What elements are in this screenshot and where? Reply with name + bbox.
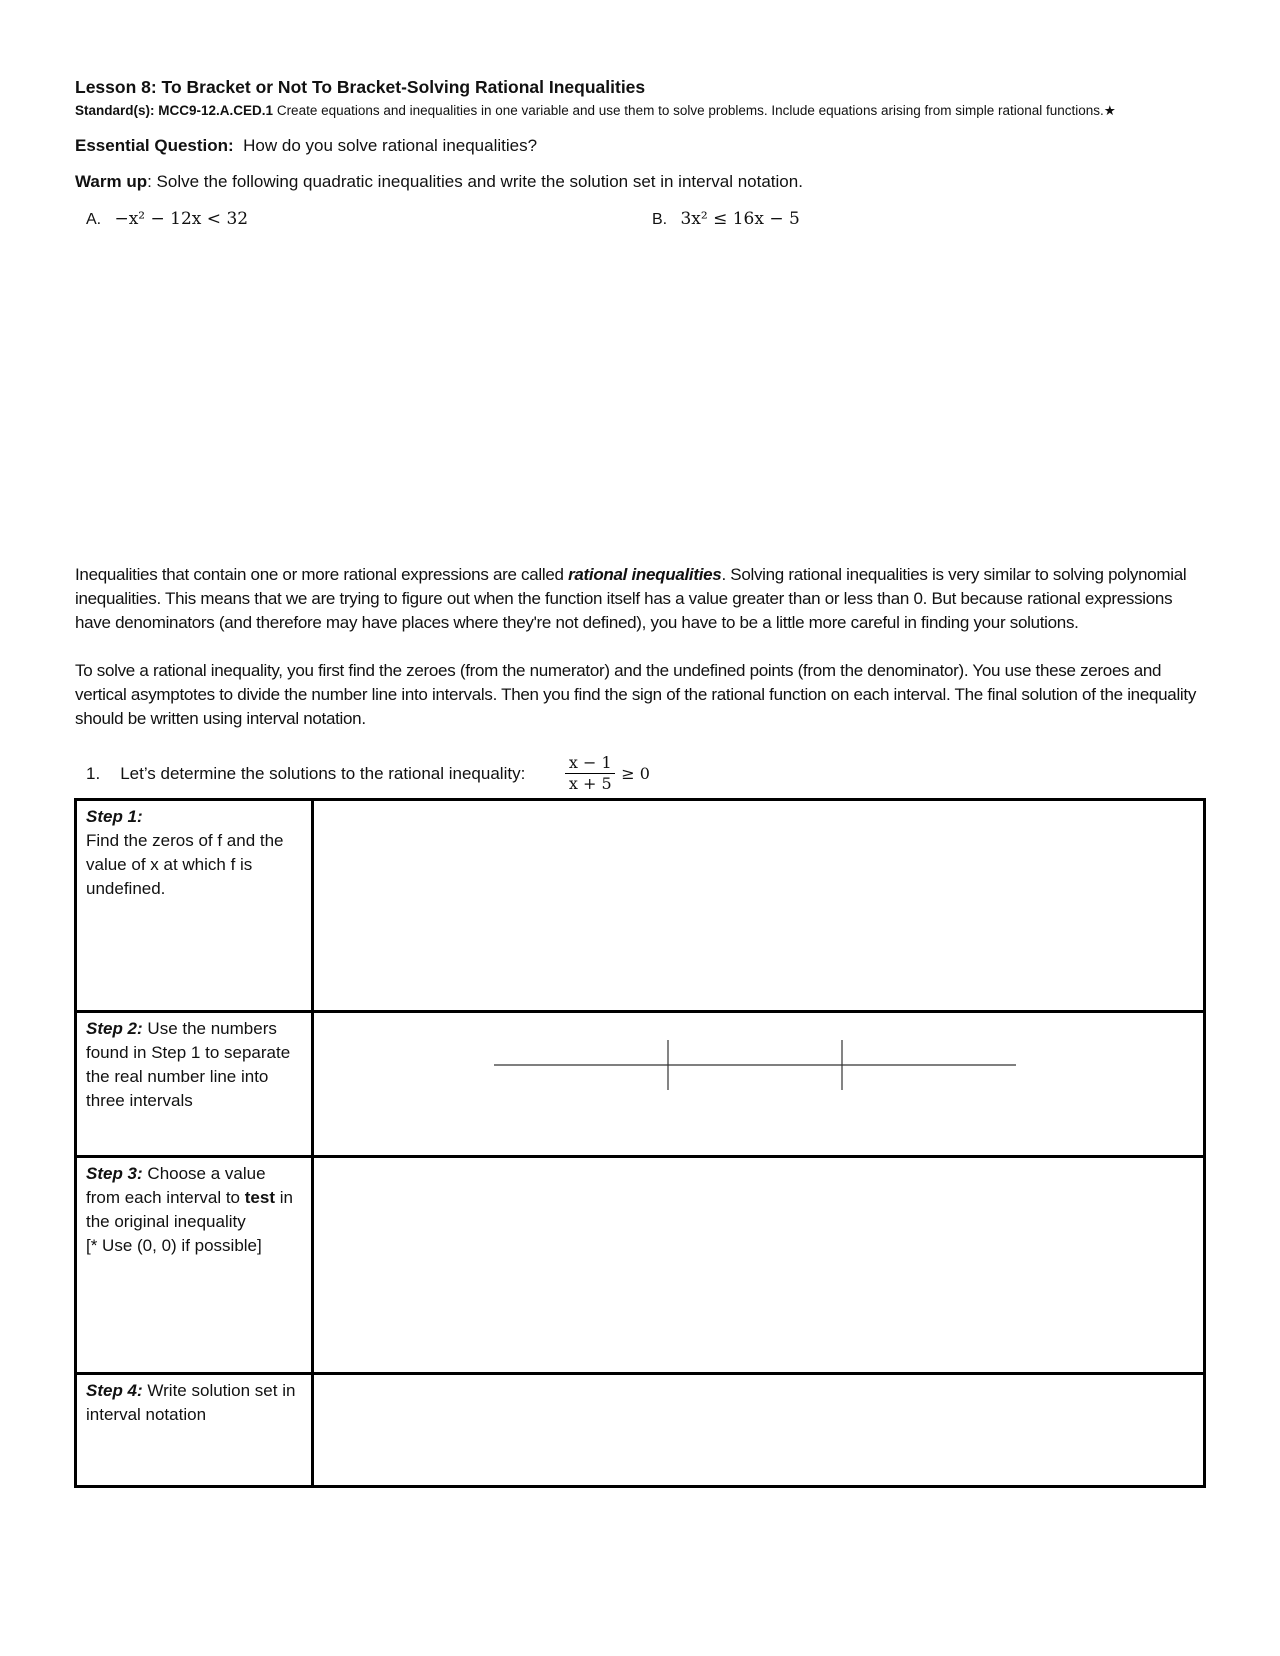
fraction [565,753,615,794]
step-label: Step 2: [86,1019,143,1038]
a-label: A. [86,211,102,228]
step-2-cell [76,1012,313,1157]
warmup-text: : Solve the following quadratic inequalities and write the solution set in interval notation. [147,172,803,191]
step-3-answer[interactable] [313,1157,1205,1374]
rhs: ≥ 0 [621,764,650,783]
standard-label: Standard(s): [75,103,155,118]
step-row [76,1374,1205,1487]
step-2-answer[interactable] [313,1012,1205,1157]
p1-term: rational inequalities [568,565,722,584]
step-text: Find the zeros of f and the value of x at which f is undefined. [86,831,284,898]
b-label: B. [652,211,668,228]
standard [75,100,1210,121]
eq-text: How do you solve rational inequalities? [243,136,538,155]
step-row [76,1012,1205,1157]
step-1-answer[interactable] [313,800,1205,1012]
numerator: x − 1 [568,753,612,772]
denominator: x + 5 [568,774,612,793]
a-expr: −x² − 12x < 32 [114,209,249,229]
step-note: [* Use (0, 0) if possible] [86,1236,262,1255]
lesson-title: Lesson 8: To Bracket or Not To Bracket-Solving Rational Inequalities [75,77,646,97]
standard-text: Create equations and inequalities in one variable and use them to solve problems. Include equations arising from simple rational functions.★ [273,103,1116,118]
steps-table [74,798,1206,1488]
step-text2: in the original inequality [86,1188,293,1231]
eq-label: Essential Question: [75,136,234,155]
step-text: Use the numbers found in Step 1 to separate the real number line into three intervals [86,1019,291,1110]
step-row [76,1157,1205,1374]
problem-1 [75,753,1210,794]
essential-question [75,135,1210,157]
number-line [494,1035,1094,1095]
b-expr: 3x² ≤ 16x − 5 [680,209,800,229]
step-3-cell [76,1157,313,1374]
step-row [76,800,1205,1012]
problem-num: 1. [86,763,101,783]
warm-up [75,171,1210,193]
step-text: Write solution set in interval notation [86,1381,296,1424]
problem-text: Let’s determine the solutions to the rational inequality: [120,763,526,783]
rational-inequality [565,753,650,794]
warmup-problems [75,207,1210,233]
p1-pre: Inequalities that contain one or more rational expressions are called [75,565,569,584]
method-paragraph: To solve a rational inequality, you first find the zeroes (from the numerator) and the undefined points (from the denominator). You use these zeroes and vertical asymptotes to divide the number line into intervals. Then you find the sign of the rational function on each interval. The final solution of the inequality should be written using interval notation. [75,661,1197,728]
step-label: Step 4: [86,1381,143,1400]
step-4-cell [76,1374,313,1487]
problem-a [86,207,248,232]
step-4-answer[interactable] [313,1374,1205,1487]
step-bold: test [244,1188,275,1207]
step-label: Step 1: [86,807,143,826]
p1-post: . Solving rational inequalities is very similar to solving polynomial inequalities. This means that we are trying to figure out when the function itself has a value greater than or less than 0. But because rational expressions have denominators (and therefore may have places where they're not defined), you have to be a little more careful in finding your solutions. [75,565,1187,632]
step-1-cell [76,800,313,1012]
step-text: Choose a value from each interval to [86,1164,266,1207]
step-label: Step 3: [86,1164,143,1183]
intro-paragraph [75,563,1210,635]
warmup-label: Warm up [75,172,148,191]
standard-code: MCC9-12.A.CED.1 [158,103,274,118]
problem-b [652,207,800,232]
